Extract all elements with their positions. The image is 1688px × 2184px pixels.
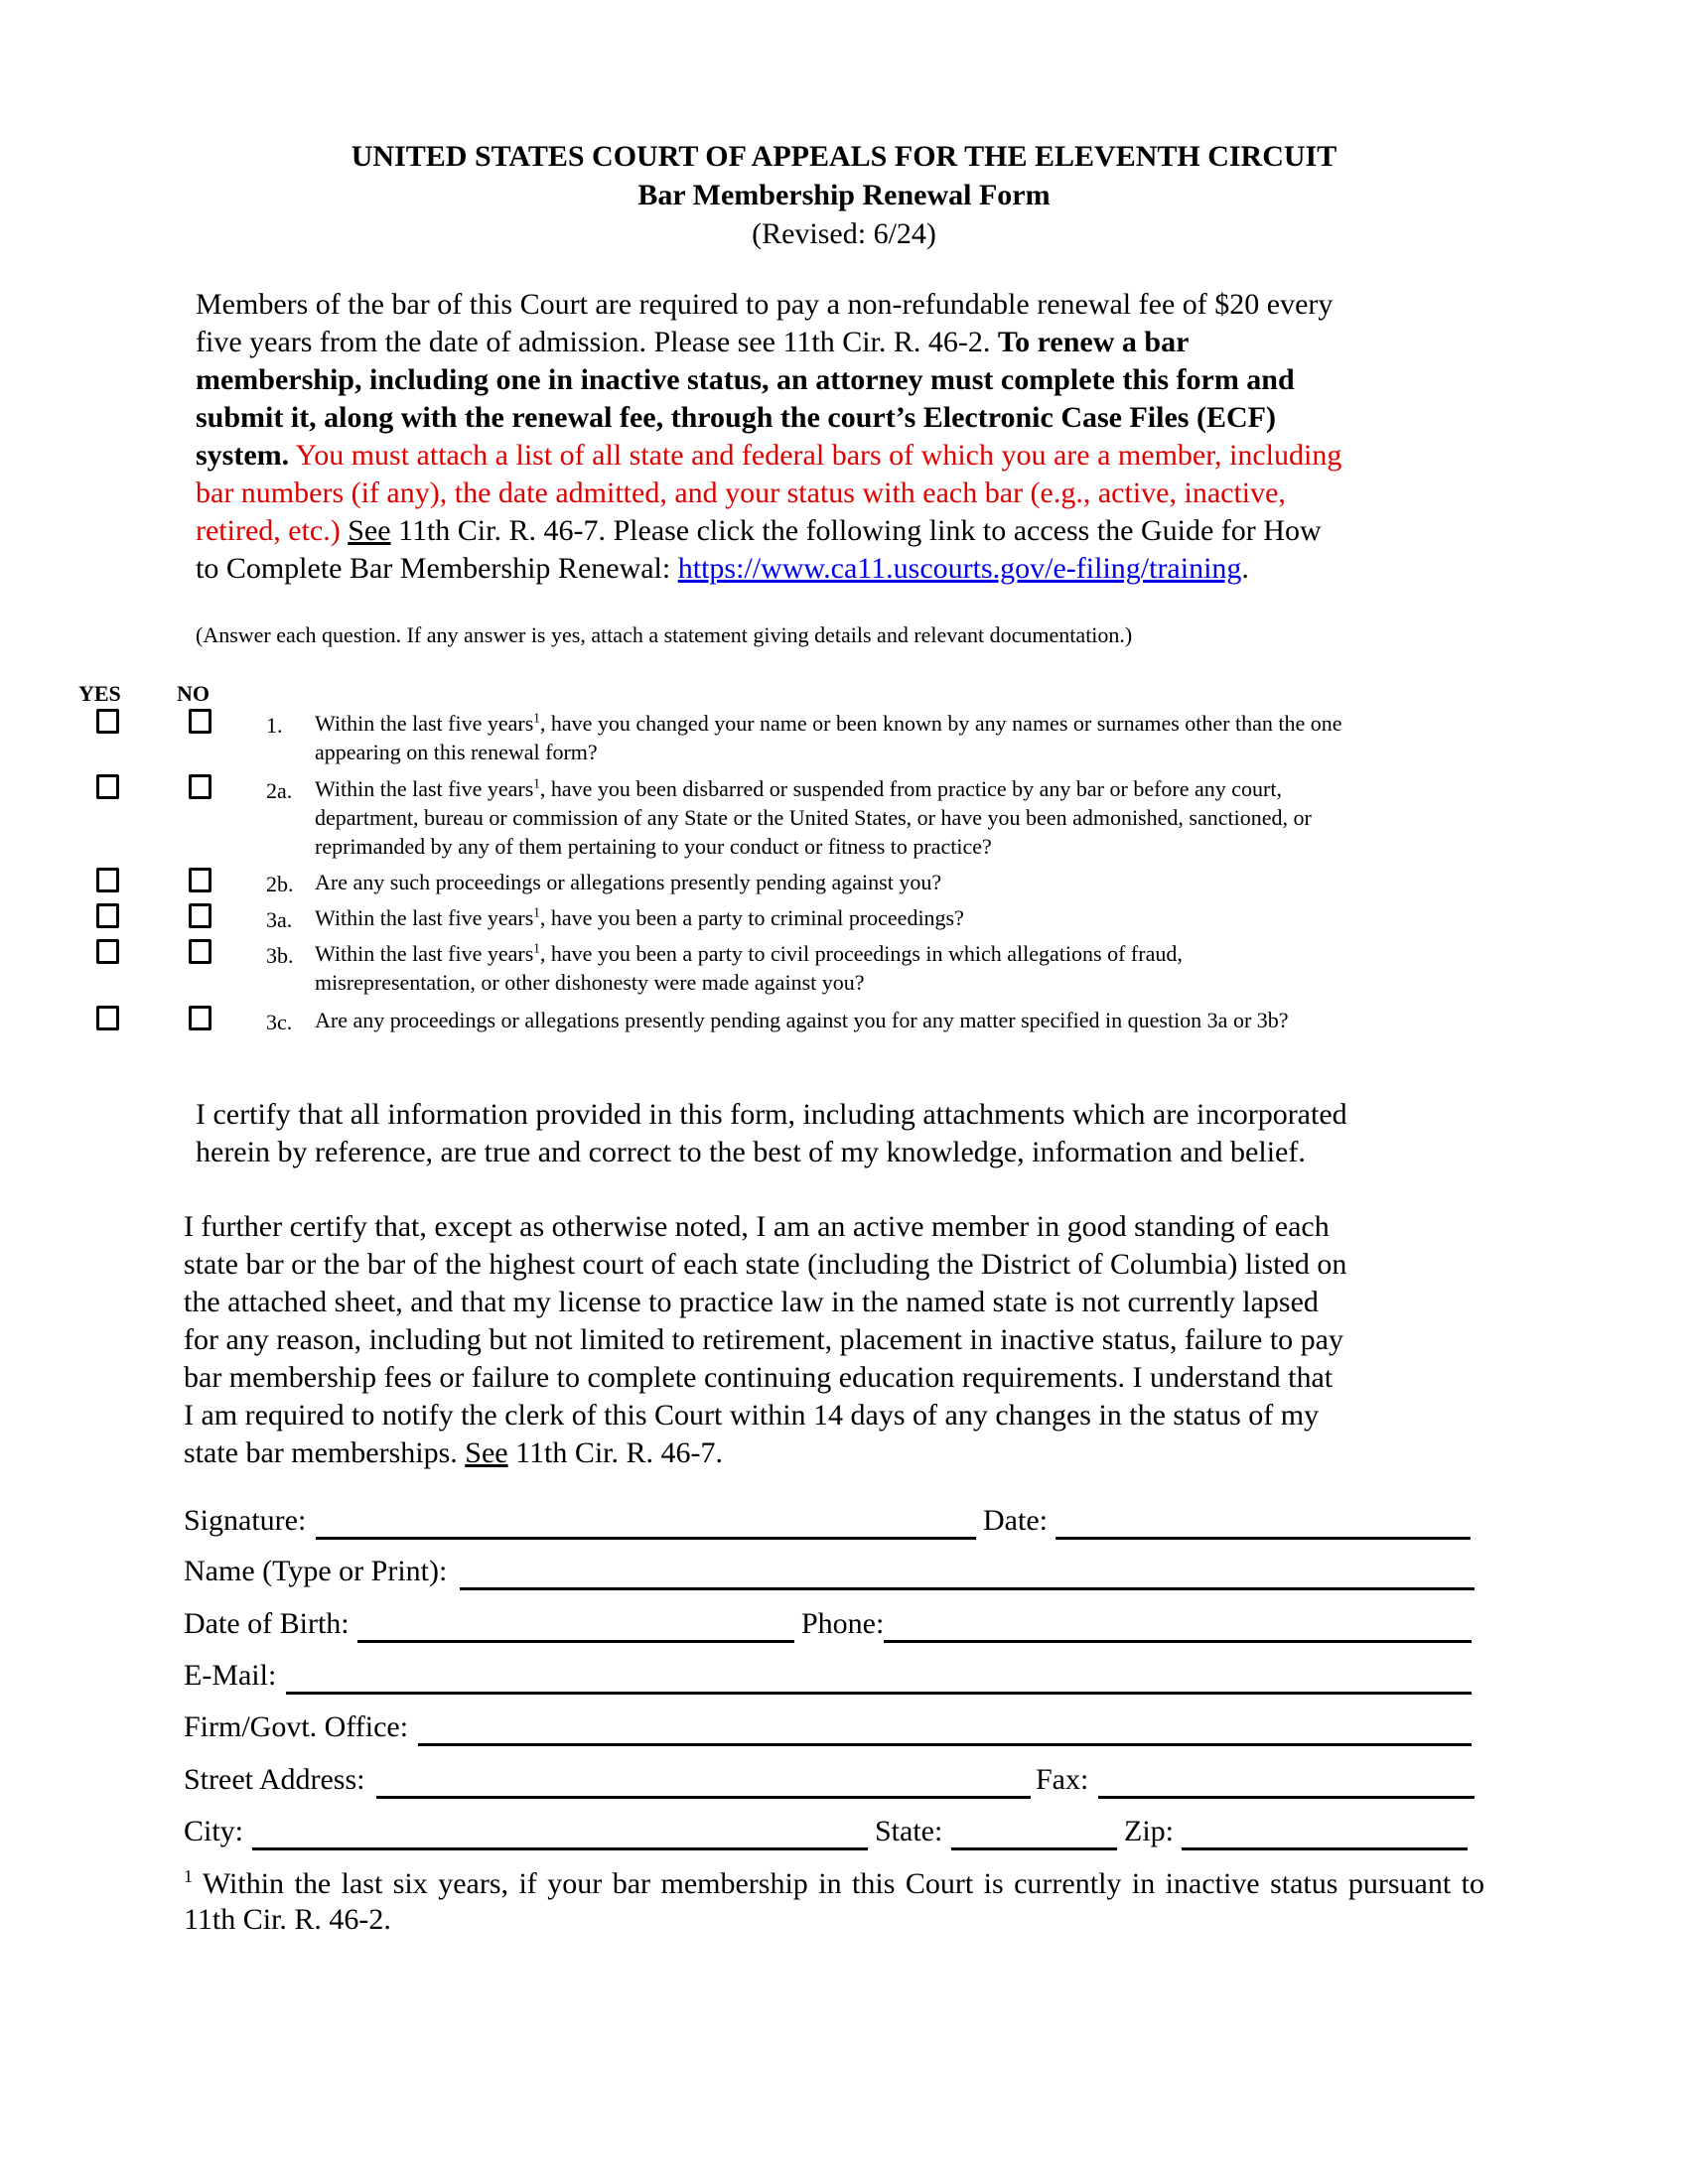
no-checkbox[interactable] (189, 709, 211, 734)
firm-field[interactable] (418, 1743, 1472, 1746)
question-text (315, 903, 964, 932)
training-link[interactable]: https://www.ca11.uscourts.gov/e-filing/training (677, 552, 1242, 585)
text: reprimanded by any of them pertaining to your conduct or fitness to practice? (315, 834, 992, 859)
red-text: bar numbers (if any), the date admitted, and your status with each bar (e.g., active, inactive, (196, 477, 1286, 509)
yes-checkbox[interactable] (96, 903, 119, 928)
yes-checkbox[interactable] (96, 1006, 119, 1030)
text: the attached sheet, and that my license to practice law in the named state is not currently lapsed (184, 1286, 1319, 1318)
text-line (196, 550, 1341, 588)
text-line (196, 286, 1341, 324)
underlined-text: See (348, 514, 391, 547)
text: Within the last five years (315, 711, 534, 736)
signature-field[interactable] (316, 1537, 976, 1540)
text-line (196, 437, 1341, 475)
court-name: UNITED STATES COURT OF APPEALS FOR THE ELEVENTH CIRCUIT (351, 140, 1337, 173)
email-field[interactable] (286, 1692, 1472, 1695)
name-field[interactable] (460, 1587, 1475, 1590)
phone-label: Phone: (801, 1607, 885, 1640)
text: Are any proceedings or allegations presently pending against you for any matter specified in question 3a or 3b? (315, 1008, 1289, 1032)
email-label: E-Mail: (184, 1659, 277, 1692)
firm-row (0, 1710, 1688, 1750)
text: for any reason, including but not limited to retirement, placement in inactive status, failure to pay (184, 1323, 1343, 1356)
text: to Complete Bar Membership Renewal: (196, 552, 678, 585)
revision-date: (Revised: 6/24) (752, 217, 936, 250)
text: Within the last five years (315, 905, 534, 930)
text: I further certify that, except as otherwise noted, I am an active member in good standing of each (184, 1210, 1330, 1243)
text-line (315, 774, 1312, 803)
question-number: 3b. (266, 943, 294, 968)
fax-field[interactable] (1098, 1796, 1475, 1799)
text: I certify that all information provided in this form, including attachments which are incorporated (196, 1098, 1347, 1131)
question-text (315, 774, 1312, 861)
text: Are any such proceedings or allegations presently pending against you? (315, 870, 942, 894)
phone-field[interactable] (884, 1640, 1472, 1643)
bold-text: membership, including one in inactive status, an attorney must complete this form and (196, 363, 1295, 396)
text: . (1241, 552, 1249, 585)
text-line (315, 803, 1312, 832)
state-field[interactable] (951, 1847, 1117, 1850)
text: misrepresentation, or other dishonesty were made against you? (315, 970, 865, 995)
question-number: 2b. (266, 872, 294, 896)
no-column-header: NO (177, 681, 210, 706)
text: , have you been a party to civil proceedings in which allegations of fraud, (539, 941, 1183, 966)
footnote-ref: 1 (533, 904, 540, 920)
question-number: 1. (266, 713, 283, 738)
zip-field[interactable] (1182, 1847, 1468, 1850)
text-line (315, 968, 1183, 997)
text-line (196, 324, 1341, 361)
text-line (184, 1246, 1346, 1284)
text-line (196, 1134, 1347, 1171)
bold-text: submit it, along with the renewal fee, through the court’s Electronic Case Files (ECF) (196, 401, 1276, 434)
yes-checkbox[interactable] (96, 939, 119, 964)
text-line (315, 903, 964, 932)
further-certification-paragraph (184, 1208, 1346, 1472)
text-line (315, 709, 1342, 738)
text: department, bureau or commission of any State or the United States, or have you been admonished, sanctioned, or (315, 805, 1312, 830)
email-row (0, 1659, 1688, 1699)
text: I am required to notify the clerk of this Court within 14 days of any changes in the status of my (184, 1399, 1320, 1432)
no-checkbox[interactable] (189, 774, 211, 799)
red-text: You must attach a list of all state and federal bars of which you are a member, including (295, 439, 1342, 472)
text: Members of the bar of this Court are required to pay a non-refundable renewal fee of $20 every (196, 288, 1334, 321)
bold-text: system. (196, 439, 290, 472)
text: , have you changed your name or been known by any names or surnames other than the one (539, 711, 1342, 736)
text-line (196, 1096, 1347, 1134)
certification-paragraph (196, 1096, 1347, 1171)
question-number: 3c. (266, 1010, 293, 1034)
footnote (184, 1866, 1484, 1938)
question-number: 3a. (266, 907, 293, 932)
bold-text: To renew a bar (997, 326, 1190, 358)
text-line (184, 1321, 1346, 1359)
question-number: 2a. (266, 778, 293, 803)
fax-label: Fax: (1036, 1763, 1089, 1796)
state-label: State: (875, 1815, 943, 1847)
text-line (315, 868, 941, 896)
text-line (184, 1434, 1346, 1472)
text: , have you been disbarred or suspended from practice by any bar or before any court, (539, 776, 1282, 801)
footnote-ref: 1 (533, 940, 540, 956)
text: Within the last five years (315, 941, 534, 966)
no-checkbox[interactable] (189, 903, 211, 928)
text-line (315, 832, 1312, 861)
text: appearing on this renewal form? (315, 740, 598, 764)
text: state bar memberships. (184, 1436, 466, 1469)
street-field[interactable] (376, 1796, 1031, 1799)
no-checkbox[interactable] (189, 868, 211, 892)
footnote-mark: 1 (184, 1866, 193, 1886)
dob-field[interactable] (357, 1640, 794, 1643)
yes-checkbox[interactable] (96, 774, 119, 799)
text: Within the last five years (315, 776, 534, 801)
question-text (315, 709, 1342, 766)
red-text: retired, etc.) (196, 514, 341, 547)
text-line (315, 1006, 1289, 1034)
signature-label: Signature: (184, 1504, 307, 1537)
form-title: Bar Membership Renewal Form (637, 179, 1051, 211)
question-text (315, 1006, 1289, 1034)
text-line (184, 1397, 1346, 1434)
text-line (196, 361, 1341, 399)
text: herein by reference, are true and correct to the best of my knowledge, information and belief. (196, 1136, 1306, 1168)
name-row (0, 1555, 1688, 1594)
text-line (184, 1359, 1346, 1397)
text: 11th Cir. R. 46-7. (507, 1436, 723, 1469)
intro-paragraph (196, 286, 1341, 588)
text: state bar or the bar of the highest court of each state (including the District of Columbia) listed on (184, 1248, 1347, 1281)
yes-checkbox[interactable] (96, 868, 119, 892)
text-line (184, 1284, 1346, 1321)
underlined-text: See (465, 1436, 508, 1469)
yes-column-header: YES (78, 681, 121, 706)
text-line (196, 475, 1341, 512)
footnote-ref: 1 (533, 710, 540, 726)
text: bar membership fees or failure to complete continuing education requirements. I understand that (184, 1361, 1334, 1394)
no-checkbox[interactable] (189, 939, 211, 964)
text-line (196, 512, 1341, 550)
text: five years from the date of admission. Please see 11th Cir. R. 46-2. (196, 326, 998, 358)
instructions: (Answer each question. If any answer is yes, attach a statement giving details and relevant documentation.) (196, 622, 1133, 647)
street-label: Street Address: (184, 1763, 365, 1796)
text-line (184, 1208, 1346, 1246)
text-line (196, 399, 1341, 437)
signature-row (0, 1504, 1688, 1544)
name-label: Name (Type or Print): (184, 1555, 448, 1587)
text: , have you been a party to criminal proceedings? (539, 905, 964, 930)
date-field[interactable] (1055, 1537, 1471, 1540)
zip-label: Zip: (1124, 1815, 1174, 1847)
date-label: Date: (983, 1504, 1048, 1537)
city-state-zip-row (0, 1815, 1688, 1854)
yes-checkbox[interactable] (96, 709, 119, 734)
firm-label: Firm/Govt. Office: (184, 1710, 409, 1743)
no-checkbox[interactable] (189, 1006, 211, 1030)
text-line (315, 738, 1342, 766)
dob-phone-row (0, 1607, 1688, 1647)
question-text (315, 939, 1183, 997)
dob-label: Date of Birth: (184, 1607, 350, 1640)
city-field[interactable] (252, 1847, 868, 1850)
text-line (315, 939, 1183, 968)
footnote-ref: 1 (533, 775, 540, 791)
city-label: City: (184, 1815, 244, 1847)
question-text (315, 868, 941, 896)
text: 11th Cir. R. 46-7. Please click the following link to access the Guide for How (390, 514, 1322, 547)
footnote-text: Within the last six years, if your bar membership in this Court is currently in inactive status pursuant to 11th Cir. R. 46-2. (184, 1867, 1484, 1936)
street-fax-row (0, 1763, 1688, 1803)
